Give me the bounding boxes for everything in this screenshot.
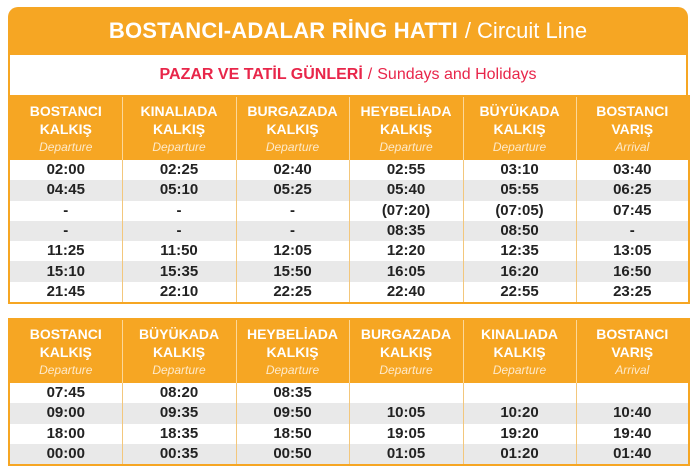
time-cell: 10:20 <box>463 403 576 423</box>
title-bar <box>8 7 688 55</box>
time-cell: 19:40 <box>576 424 689 444</box>
table-row <box>9 261 689 281</box>
table-row <box>9 160 689 180</box>
header-cell: BOSTANCI KALKIŞ Departure <box>9 319 122 383</box>
time-cell: 03:40 <box>576 160 689 180</box>
time-cell: 09:35 <box>122 403 236 423</box>
table-row <box>9 221 689 241</box>
subtitle-bar <box>8 55 688 95</box>
time-cell: 22:55 <box>463 282 576 303</box>
time-cell: 09:00 <box>9 403 122 423</box>
time-cell: 03:10 <box>463 160 576 180</box>
time-cell: - <box>9 201 122 221</box>
time-cell: 02:55 <box>349 160 463 180</box>
header-cell: BURGAZADA KALKIŞ Departure <box>236 96 349 160</box>
time-cell: 22:25 <box>236 282 349 303</box>
header-cell: KINALIADA KALKIŞ Departure <box>463 319 576 383</box>
time-cell: 10:05 <box>349 403 463 423</box>
title-sub: Circuit Line <box>477 18 588 43</box>
time-cell: 12:35 <box>463 241 576 261</box>
header-cell: BURGAZADA KALKIŞ Departure <box>349 319 463 383</box>
schedule-table-2 <box>8 318 690 466</box>
header-cell: BOSTANCI VARIŞ Arrival <box>576 96 689 160</box>
time-cell: 10:40 <box>576 403 689 423</box>
table-row <box>9 444 689 465</box>
time-cell: - <box>236 221 349 241</box>
time-cell: 02:25 <box>122 160 236 180</box>
time-cell: 12:20 <box>349 241 463 261</box>
time-cell: 05:55 <box>463 180 576 200</box>
time-cell: 01:20 <box>463 444 576 465</box>
time-cell: 13:05 <box>576 241 689 261</box>
time-cell: - <box>9 221 122 241</box>
table-row <box>9 403 689 423</box>
time-cell: 05:10 <box>122 180 236 200</box>
time-cell: 15:35 <box>122 261 236 281</box>
time-cell: - <box>236 201 349 221</box>
time-cell: 16:50 <box>576 261 689 281</box>
time-cell: 00:35 <box>122 444 236 465</box>
time-cell: 08:20 <box>122 383 236 403</box>
header-cell: BÜYÜKADA KALKIŞ Departure <box>122 319 236 383</box>
schedule-table-1 <box>8 95 690 304</box>
time-cell: 19:05 <box>349 424 463 444</box>
time-cell: 02:00 <box>9 160 122 180</box>
subtitle-sub: Sundays and Holidays <box>377 66 537 83</box>
table-row <box>9 180 689 200</box>
time-cell: 22:10 <box>122 282 236 303</box>
header-cell: BOSTANCI KALKIŞ Departure <box>9 96 122 160</box>
time-cell: 21:45 <box>9 282 122 303</box>
time-cell: 01:40 <box>576 444 689 465</box>
title-separator: / <box>464 18 472 43</box>
time-cell: 22:40 <box>349 282 463 303</box>
time-cell: 08:35 <box>236 383 349 403</box>
table-row <box>9 282 689 303</box>
time-cell: (07:20) <box>349 201 463 221</box>
time-cell: 01:05 <box>349 444 463 465</box>
time-cell <box>349 383 463 403</box>
time-cell: 15:10 <box>9 261 122 281</box>
header-cell: HEYBELİADA KALKIŞ Departure <box>236 319 349 383</box>
time-cell: 18:00 <box>9 424 122 444</box>
time-cell: 16:20 <box>463 261 576 281</box>
time-cell: 05:25 <box>236 180 349 200</box>
table-row <box>9 424 689 444</box>
header-cell: BOSTANCI VARIŞ Arrival <box>576 319 689 383</box>
time-cell <box>576 383 689 403</box>
time-cell: 19:20 <box>463 424 576 444</box>
time-cell: 11:50 <box>122 241 236 261</box>
time-cell: - <box>122 201 236 221</box>
time-cell: 08:35 <box>349 221 463 241</box>
title-main: BOSTANCI-ADALAR RİNG HATTI <box>108 18 458 43</box>
time-cell: 12:05 <box>236 241 349 261</box>
table-header-row <box>9 96 689 160</box>
table-row <box>9 201 689 221</box>
header-cell: HEYBELİADA KALKIŞ Departure <box>349 96 463 160</box>
time-cell: 23:25 <box>576 282 689 303</box>
time-cell: 04:45 <box>9 180 122 200</box>
header-cell: BÜYÜKADA KALKIŞ Departure <box>463 96 576 160</box>
time-cell: - <box>576 221 689 241</box>
table-row <box>9 241 689 261</box>
time-cell: 18:35 <box>122 424 236 444</box>
header-cell: KINALIADA KALKIŞ Departure <box>122 96 236 160</box>
time-cell: 07:45 <box>576 201 689 221</box>
table-row <box>9 383 689 403</box>
time-cell: 18:50 <box>236 424 349 444</box>
time-cell: 11:25 <box>9 241 122 261</box>
table-header-row <box>9 319 689 383</box>
time-cell: - <box>122 221 236 241</box>
time-cell: 02:40 <box>236 160 349 180</box>
time-cell: 00:50 <box>236 444 349 465</box>
subtitle-separator: / <box>367 66 373 83</box>
time-cell <box>463 383 576 403</box>
time-cell: 08:50 <box>463 221 576 241</box>
time-cell: 09:50 <box>236 403 349 423</box>
time-cell: (07:05) <box>463 201 576 221</box>
subtitle-main: PAZAR VE TATİL GÜNLERİ <box>159 66 363 83</box>
time-cell: 05:40 <box>349 180 463 200</box>
time-cell: 15:50 <box>236 261 349 281</box>
time-cell: 07:45 <box>9 383 122 403</box>
time-cell: 00:00 <box>9 444 122 465</box>
time-cell: 16:05 <box>349 261 463 281</box>
time-cell: 06:25 <box>576 180 689 200</box>
